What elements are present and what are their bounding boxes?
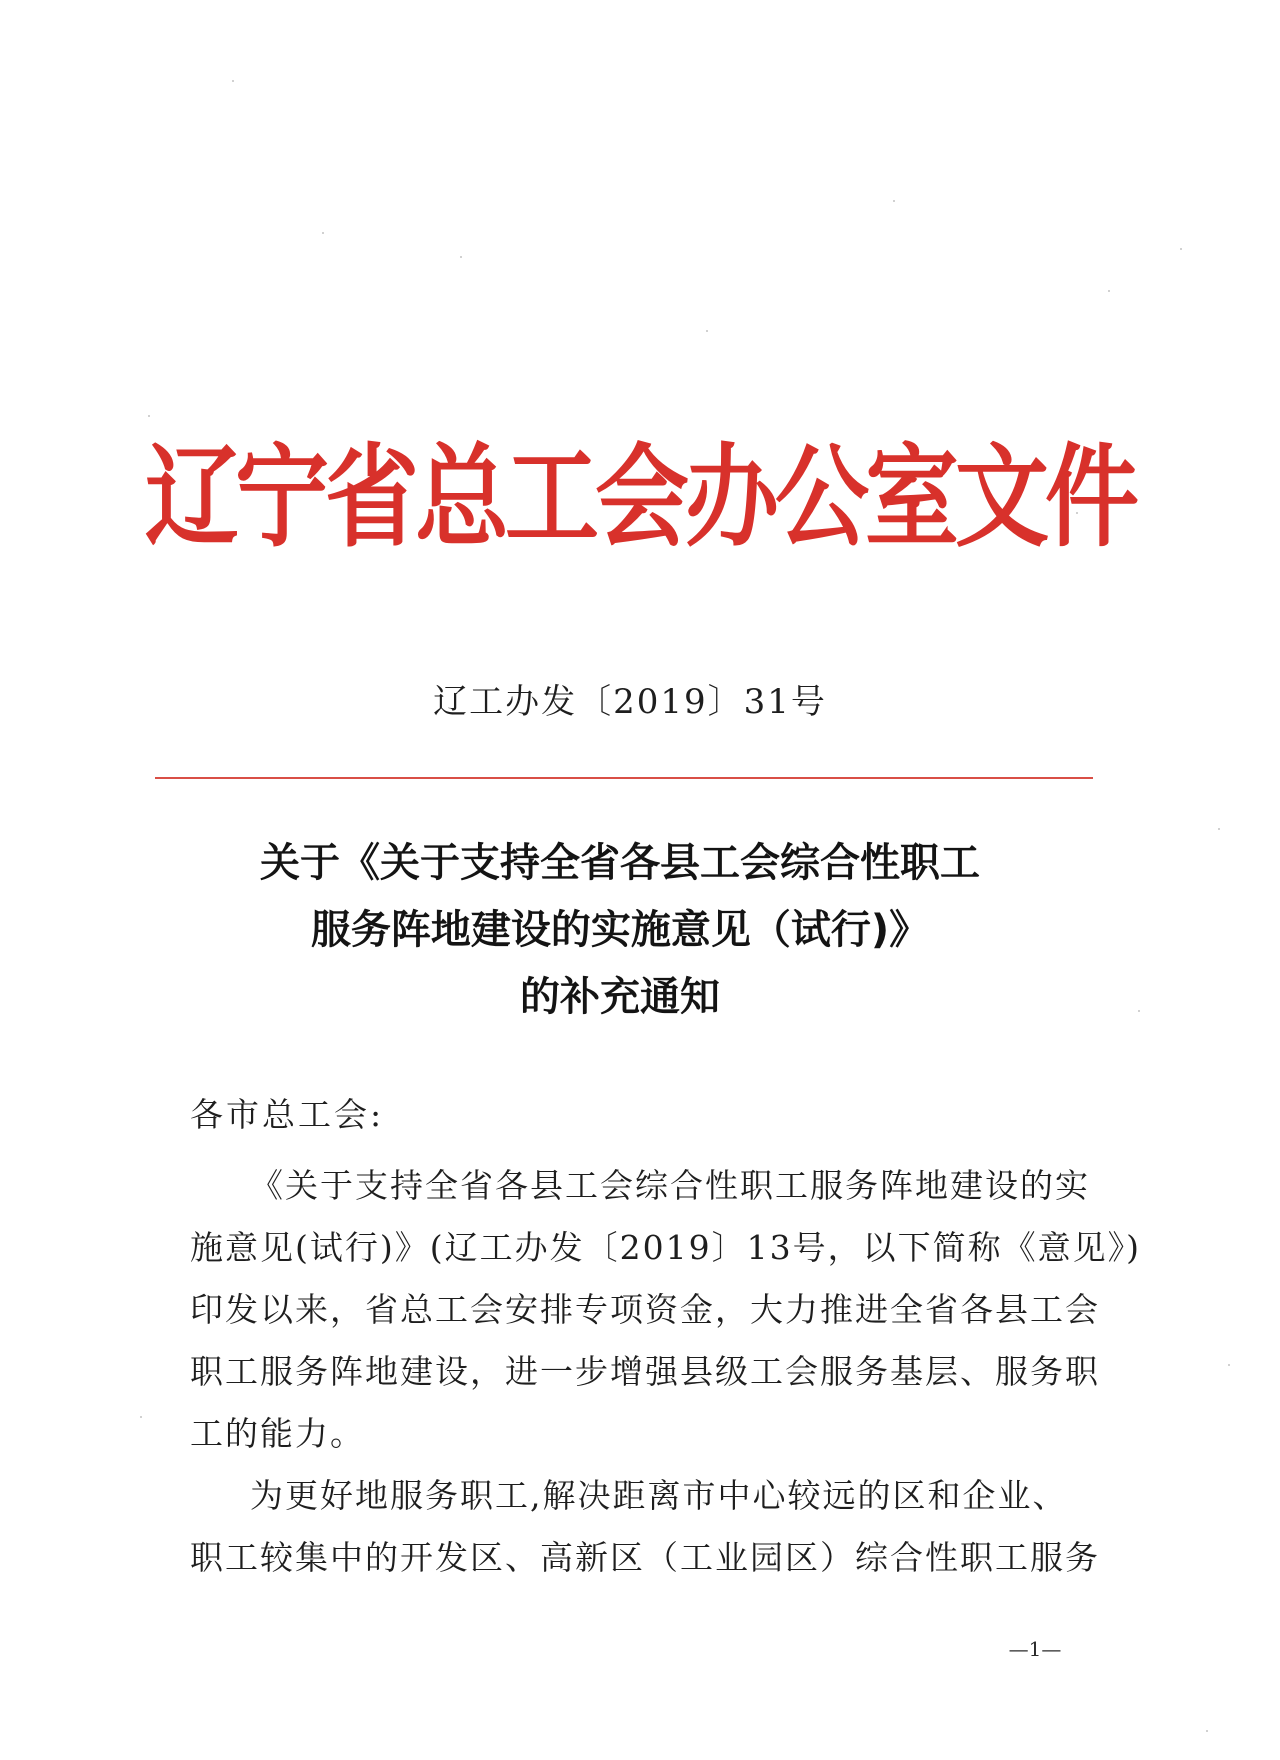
scan-speck [140, 1416, 142, 1418]
scan-speck [1180, 248, 1182, 250]
body-line: 《关于支持全省各县工会综合性职工服务阵地建设的实 [250, 1166, 1090, 1205]
body-line: 印发以来，省总工会安排专项资金，大力推进全省各县工会 [190, 1290, 1100, 1329]
title-line: 服务阵地建设的实施意见（试行)》 [310, 907, 930, 953]
body-line: 职工较集中的开发区、高新区（工业园区）综合性职工服务 [190, 1538, 1100, 1577]
scan-speck [893, 200, 895, 202]
scan-speck [460, 256, 462, 258]
scan-speck [1218, 828, 1220, 830]
scan-speck [1108, 290, 1110, 292]
scan-speck [322, 232, 324, 234]
scan-speck [232, 80, 234, 82]
body-line: 职工服务阵地建设，进一步增强县级工会服务基层、服务职 [190, 1352, 1100, 1391]
body-line: 工的能力。 [190, 1414, 365, 1453]
page-number: —1— [1008, 1637, 1062, 1661]
body-line: 为更好地服务职工,解决距离市中心较远的区和企业、 [250, 1476, 1068, 1515]
scan-speck [1228, 1364, 1230, 1366]
scan-speck [706, 330, 708, 332]
masthead-title: 辽宁省总工会办公室文件 [144, 433, 1135, 563]
scan-speck [1138, 1010, 1140, 1012]
notice-title [150, 830, 1090, 1031]
title-line: 关于《关于支持全省各县工会综合性职工 [260, 840, 980, 886]
scan-speck [1206, 1730, 1208, 1732]
scan-speck [148, 415, 150, 417]
title-line: 的补充通知 [520, 974, 720, 1020]
salutation: 各市总工会: [190, 1095, 385, 1134]
document-number: 辽工办发〔2019〕31号 [433, 682, 827, 722]
body-line: 施意见(试行)》(辽工办发〔2019〕13号，以下简称《意见》) [190, 1228, 1141, 1267]
red-divider-line [155, 777, 1093, 779]
body-text [190, 1155, 1141, 1589]
